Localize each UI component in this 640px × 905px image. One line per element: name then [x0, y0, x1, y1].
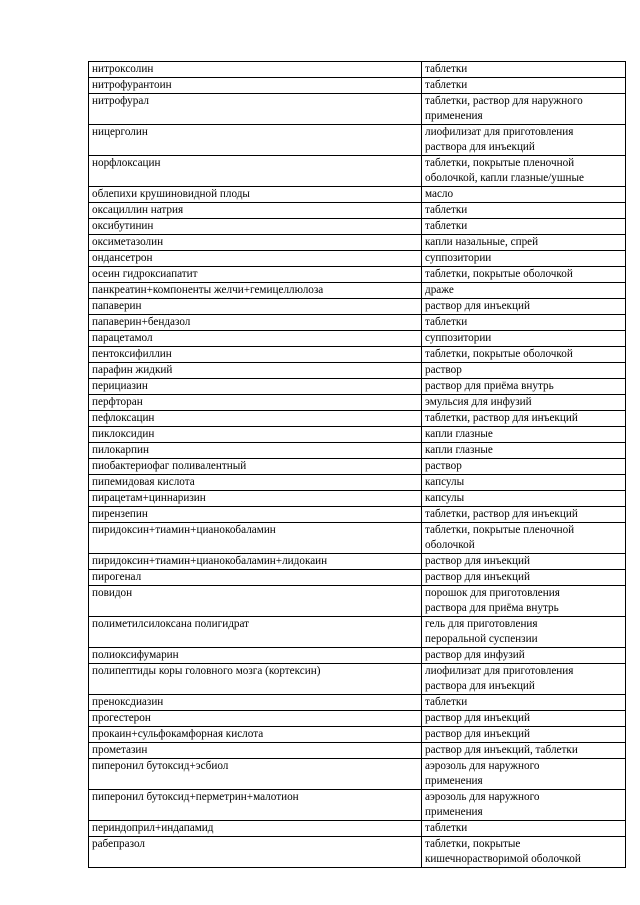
- drug-table-body: [89, 62, 626, 868]
- dosage-form-cell: [422, 62, 626, 78]
- dosage-form-line: суппозитории: [425, 252, 492, 264]
- dosage-form-line: таблетки: [425, 63, 468, 75]
- table-row: [89, 554, 626, 570]
- drug-name: пиридоксин+тиамин+цианокобаламин: [92, 524, 276, 536]
- dosage-form-cell: [422, 648, 626, 664]
- table-row: [89, 664, 626, 695]
- drug-name: панкреатин+компоненты желчи+гемицеллюлоза: [92, 284, 324, 296]
- drug-name: пиклоксидин: [92, 428, 155, 440]
- dosage-form-cell: [422, 203, 626, 219]
- drug-name: парацетамол: [92, 332, 153, 344]
- table-row: [89, 491, 626, 507]
- dosage-form-cell: [422, 299, 626, 315]
- dosage-form-cell: [422, 283, 626, 299]
- dosage-form-cell: [422, 315, 626, 331]
- table-row: [89, 586, 626, 617]
- dosage-form-line: раствор для инъекций: [425, 728, 530, 740]
- table-row: [89, 507, 626, 523]
- drug-name-cell: [89, 251, 422, 267]
- drug-name-cell: [89, 203, 422, 219]
- dosage-form-line: таблетки, покрытые: [425, 838, 521, 850]
- drug-name-cell: [89, 363, 422, 379]
- dosage-form-line: таблетки: [425, 316, 468, 328]
- drug-name: перициазин: [92, 380, 148, 392]
- drug-name-cell: [89, 507, 422, 523]
- table-row: [89, 363, 626, 379]
- dosage-form-cell: [422, 554, 626, 570]
- table-row: [89, 695, 626, 711]
- drug-name-cell: [89, 617, 422, 648]
- dosage-form-cell: [422, 125, 626, 156]
- drug-name-cell: [89, 94, 422, 125]
- dosage-form-cell: [422, 411, 626, 427]
- drug-name: полипептиды коры головного мозга (кортексин): [92, 665, 321, 677]
- table-row: [89, 475, 626, 491]
- table-row: [89, 125, 626, 156]
- drug-name: пиобактериофаг поливалентный: [92, 460, 247, 472]
- drug-name: пентоксифиллин: [92, 348, 172, 360]
- drug-name: пиперонил бутоксид+перметрин+малотион: [92, 791, 299, 803]
- drug-name-cell: [89, 315, 422, 331]
- dosage-form-line: пероральной суспензии: [425, 633, 538, 645]
- dosage-form-line: оболочкой: [425, 539, 475, 551]
- dosage-form-line: раствор для инфузий: [425, 649, 525, 661]
- dosage-form-line: капсулы: [425, 492, 465, 504]
- dosage-form-cell: [422, 727, 626, 743]
- drug-name-cell: [89, 837, 422, 868]
- drug-name: прометазин: [92, 744, 148, 756]
- dosage-form-line: применения: [425, 775, 483, 787]
- dosage-form-cell: [422, 251, 626, 267]
- dosage-form-cell: [422, 459, 626, 475]
- drug-name: нитрофурантоин: [92, 79, 172, 91]
- drug-name: перфторан: [92, 396, 143, 408]
- drug-name-cell: [89, 62, 422, 78]
- drug-name: оксиметазолин: [92, 236, 164, 248]
- drug-name-cell: [89, 156, 422, 187]
- drug-name-cell: [89, 219, 422, 235]
- dosage-form-line: капсулы: [425, 476, 465, 488]
- dosage-form-line: капли глазные: [425, 444, 493, 456]
- dosage-form-line: эмульсия для инфузий: [425, 396, 532, 408]
- dosage-form-line: масло: [425, 188, 454, 200]
- drug-name: папаверин+бендазол: [92, 316, 191, 328]
- dosage-form-line: таблетки, раствор для наружного: [425, 95, 583, 107]
- drug-name: рабепразол: [92, 838, 145, 850]
- drug-name-cell: [89, 711, 422, 727]
- dosage-form-line: аэрозоль для наружного: [425, 791, 540, 803]
- dosage-form-cell: [422, 790, 626, 821]
- table-row: [89, 267, 626, 283]
- dosage-form-line: таблетки: [425, 204, 468, 216]
- dosage-form-cell: [422, 570, 626, 586]
- table-row: [89, 790, 626, 821]
- drug-name-cell: [89, 459, 422, 475]
- dosage-form-line: таблетки, покрытые оболочкой: [425, 268, 573, 280]
- dosage-form-cell: [422, 475, 626, 491]
- drug-name-cell: [89, 821, 422, 837]
- dosage-form-line: драже: [425, 284, 454, 296]
- table-row: [89, 821, 626, 837]
- dosage-form-cell: [422, 331, 626, 347]
- table-row: [89, 299, 626, 315]
- drug-name-cell: [89, 664, 422, 695]
- dosage-form-line: таблетки: [425, 696, 468, 708]
- drug-name: полиметилсилоксана полигидрат: [92, 618, 250, 630]
- drug-name-cell: [89, 586, 422, 617]
- dosage-form-cell: [422, 187, 626, 203]
- dosage-form-cell: [422, 267, 626, 283]
- table-row: [89, 648, 626, 664]
- table-row: [89, 759, 626, 790]
- drug-name-cell: [89, 379, 422, 395]
- table-row: [89, 570, 626, 586]
- drug-name-cell: [89, 187, 422, 203]
- table-row: [89, 156, 626, 187]
- dosage-form-cell: [422, 156, 626, 187]
- drug-name: папаверин: [92, 300, 142, 312]
- drug-name-cell: [89, 267, 422, 283]
- drug-name: нитрофурал: [92, 95, 149, 107]
- drug-name-cell: [89, 491, 422, 507]
- dosage-form-line: таблетки, покрытые оболочкой: [425, 348, 573, 360]
- table-row: [89, 617, 626, 648]
- drug-form-table: [88, 61, 626, 868]
- dosage-form-cell: [422, 586, 626, 617]
- dosage-form-line: раствор для инъекций: [425, 555, 530, 567]
- dosage-form-line: раствор для приёма внутрь: [425, 380, 554, 392]
- dosage-form-line: раствор: [425, 460, 462, 472]
- dosage-form-cell: [422, 523, 626, 554]
- dosage-form-line: раствор для инъекций: [425, 571, 530, 583]
- dosage-form-cell: [422, 443, 626, 459]
- dosage-form-line: лиофилизат для приготовления: [425, 665, 574, 677]
- dosage-form-line: оболочкой, капли глазные/ушные: [425, 172, 584, 184]
- drug-name-cell: [89, 648, 422, 664]
- drug-name: пефлоксацин: [92, 412, 155, 424]
- table-row: [89, 235, 626, 251]
- table-row: [89, 743, 626, 759]
- drug-name: пилокарпин: [92, 444, 149, 456]
- dosage-form-cell: [422, 664, 626, 695]
- drug-name: норфлоксацин: [92, 157, 161, 169]
- drug-name-cell: [89, 554, 422, 570]
- drug-name: парафин жидкий: [92, 364, 173, 376]
- dosage-form-cell: [422, 94, 626, 125]
- drug-name-cell: [89, 695, 422, 711]
- dosage-form-cell: [422, 363, 626, 379]
- dosage-form-cell: [422, 379, 626, 395]
- table-row: [89, 283, 626, 299]
- table-row: [89, 459, 626, 475]
- drug-name: пирензепин: [92, 508, 148, 520]
- drug-name: осеин гидроксиапатит: [92, 268, 198, 280]
- drug-name-cell: [89, 475, 422, 491]
- drug-name-cell: [89, 727, 422, 743]
- drug-name-cell: [89, 759, 422, 790]
- dosage-form-line: кишечнорастворимой оболочкой: [425, 853, 581, 865]
- drug-name-cell: [89, 331, 422, 347]
- dosage-form-cell: [422, 347, 626, 363]
- drug-name: преноксдиазин: [92, 696, 164, 708]
- drug-name: ондансетрон: [92, 252, 153, 264]
- drug-name-cell: [89, 299, 422, 315]
- dosage-form-line: раствор для инъекций: [425, 712, 530, 724]
- drug-name: пиперонил бутоксид+эсбиол: [92, 760, 229, 772]
- dosage-form-cell: [422, 743, 626, 759]
- table-row: [89, 219, 626, 235]
- drug-name-cell: [89, 570, 422, 586]
- drug-name: повидон: [92, 587, 133, 599]
- dosage-form-line: таблетки, раствор для инъекций: [425, 412, 578, 424]
- dosage-form-cell: [422, 427, 626, 443]
- dosage-form-cell: [422, 617, 626, 648]
- table-row: [89, 331, 626, 347]
- table-row: [89, 411, 626, 427]
- table-row: [89, 78, 626, 94]
- dosage-form-cell: [422, 78, 626, 94]
- table-row: [89, 837, 626, 868]
- dosage-form-cell: [422, 235, 626, 251]
- table-row: [89, 347, 626, 363]
- dosage-form-cell: [422, 219, 626, 235]
- dosage-form-line: лиофилизат для приготовления: [425, 126, 574, 138]
- drug-name: оксациллин натрия: [92, 204, 184, 216]
- drug-name: облепихи крушиновидной плоды: [92, 188, 250, 200]
- drug-name-cell: [89, 523, 422, 554]
- dosage-form-line: капли назальные, спрей: [425, 236, 539, 248]
- drug-name-cell: [89, 78, 422, 94]
- table-row: [89, 727, 626, 743]
- table-row: [89, 523, 626, 554]
- dosage-form-line: таблетки, покрытые пленочной: [425, 157, 575, 169]
- dosage-form-line: применения: [425, 110, 483, 122]
- dosage-form-line: гель для приготовления: [425, 618, 538, 630]
- table-row: [89, 315, 626, 331]
- drug-name-cell: [89, 235, 422, 251]
- drug-name-cell: [89, 743, 422, 759]
- dosage-form-line: применения: [425, 806, 483, 818]
- dosage-form-line: раствора для инъекций: [425, 141, 535, 153]
- dosage-form-cell: [422, 507, 626, 523]
- dosage-form-line: аэрозоль для наружного: [425, 760, 540, 772]
- dosage-form-line: таблетки: [425, 79, 468, 91]
- drug-name: пиридоксин+тиамин+цианокобаламин+лидокаин: [92, 555, 328, 567]
- dosage-form-cell: [422, 491, 626, 507]
- dosage-form-line: таблетки, покрытые пленочной: [425, 524, 575, 536]
- drug-name-cell: [89, 427, 422, 443]
- drug-name: пирацетам+циннаризин: [92, 492, 206, 504]
- dosage-form-cell: [422, 821, 626, 837]
- drug-name: периндоприл+индапамид: [92, 822, 214, 834]
- dosage-form-line: раствор: [425, 364, 462, 376]
- table-row: [89, 251, 626, 267]
- drug-name-cell: [89, 790, 422, 821]
- drug-name: оксибутинин: [92, 220, 154, 232]
- dosage-form-line: таблетки: [425, 220, 468, 232]
- drug-name-cell: [89, 347, 422, 363]
- drug-name: пирогенал: [92, 571, 142, 583]
- dosage-form-line: таблетки: [425, 822, 468, 834]
- dosage-form-line: капли глазные: [425, 428, 493, 440]
- drug-name-cell: [89, 395, 422, 411]
- dosage-form-line: таблетки, раствор для инъекций: [425, 508, 578, 520]
- dosage-form-line: раствора для приёма внутрь: [425, 602, 559, 614]
- drug-name-cell: [89, 411, 422, 427]
- table-row: [89, 395, 626, 411]
- dosage-form-line: суппозитории: [425, 332, 492, 344]
- dosage-form-cell: [422, 695, 626, 711]
- dosage-form-line: раствора для инъекций: [425, 680, 535, 692]
- table-row: [89, 62, 626, 78]
- dosage-form-line: раствор для инъекций: [425, 300, 530, 312]
- drug-name: прокаин+сульфокамфорная кислота: [92, 728, 264, 740]
- table-row: [89, 94, 626, 125]
- table-row: [89, 427, 626, 443]
- dosage-form-line: раствор для инъекций, таблетки: [425, 744, 578, 756]
- drug-name: прогестерон: [92, 712, 151, 724]
- dosage-form-line: порошок для приготовления: [425, 587, 560, 599]
- table-row: [89, 203, 626, 219]
- drug-name-cell: [89, 125, 422, 156]
- drug-name: ницерголин: [92, 126, 148, 138]
- table-row: [89, 379, 626, 395]
- dosage-form-cell: [422, 837, 626, 868]
- drug-name: нитроксолин: [92, 63, 154, 75]
- dosage-form-cell: [422, 759, 626, 790]
- dosage-form-cell: [422, 395, 626, 411]
- drug-name-cell: [89, 443, 422, 459]
- table-row: [89, 711, 626, 727]
- dosage-form-cell: [422, 711, 626, 727]
- table-row: [89, 443, 626, 459]
- drug-name: пипемидовая кислота: [92, 476, 195, 488]
- drug-name-cell: [89, 283, 422, 299]
- table-row: [89, 187, 626, 203]
- drug-name: полиоксифумарин: [92, 649, 179, 661]
